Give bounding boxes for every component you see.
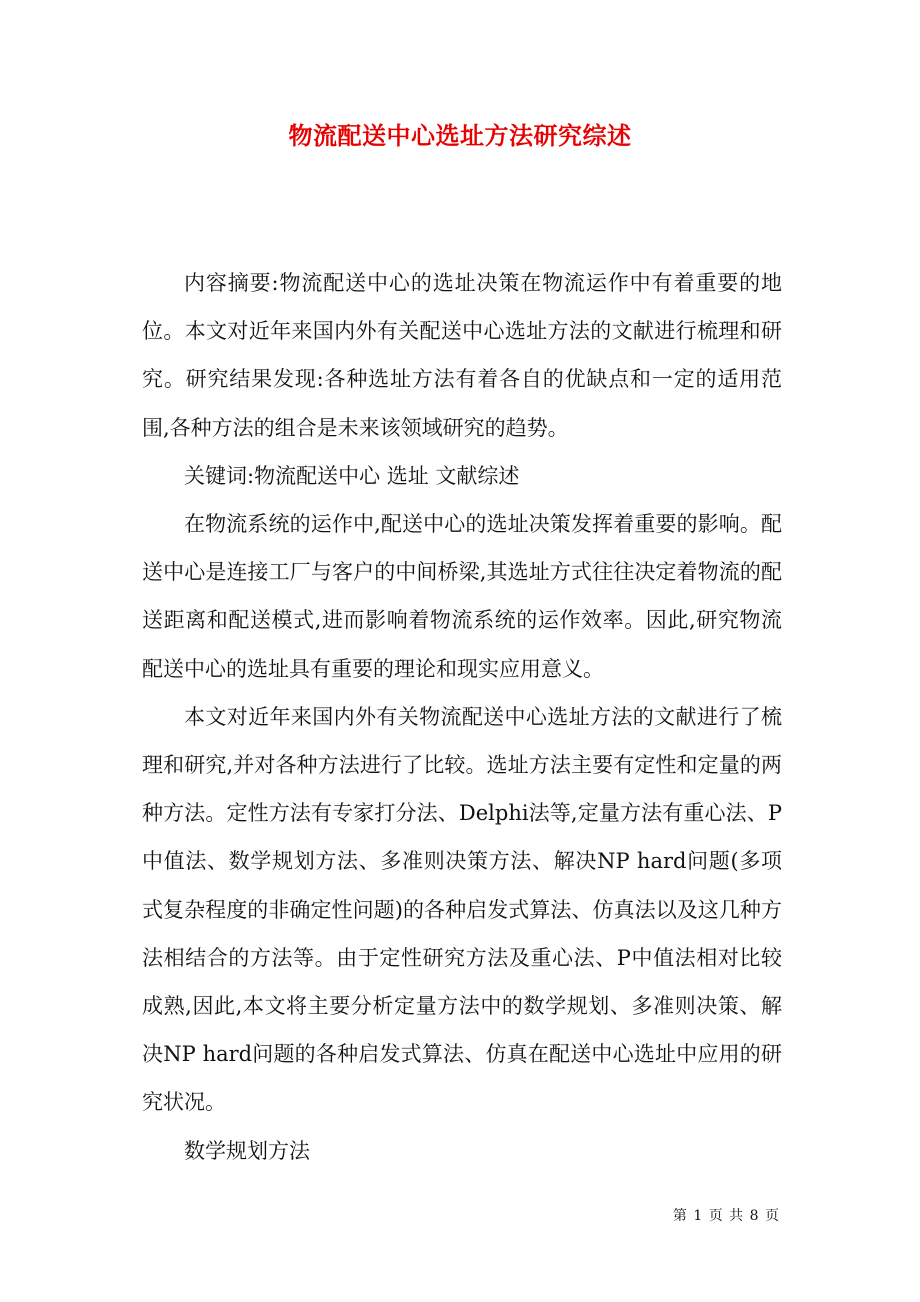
intro-paragraph: 在物流系统的运作中,配送中心的选址决策发挥着重要的影响。配送中心是连接工厂与客户的中间桥梁,其选址方式往往决定着物流的配送距离和配送模式,进而影响着物流系统的运作效率。因此,研究物流配送中心的选址具有重要的理论和现实应用意义。 xyxy=(142,512,782,681)
abstract-paragraph: 内容摘要:物流配送中心的选址决策在物流运作中有着重要的地位。本文对近年来国内外有关配送中心选址方法的文献进行梳理和研究。研究结果发现:各种选址方法有着各自的优缺点和一定的适用范围,各种方法的组合是未来该领域研究的趋势。 xyxy=(142,271,782,440)
page-number: 第 1 页 共 8 页 xyxy=(672,1208,780,1224)
keywords-paragraph: 关键词:物流配送中心 选址 文献综述 xyxy=(184,463,520,488)
section-heading: 数学规划方法 xyxy=(184,1138,310,1163)
document-body xyxy=(142,259,782,1175)
document-title: 物流配送中心选址方法研究综述 xyxy=(288,121,632,150)
methods-overview-paragraph: 本文对近年来国内外有关物流配送中心选址方法的文献进行了梳理和研究,并对各种方法进行了比较。选址方法主要有定性和定量的两种方法。定性方法有专家打分法、Delphi法等,定量方法有重心法、P中值法、数学规划方法、多准则决策方法、解决NP hard问题(多项式复杂程度的非确定性问题)的各种启发式算法、仿真法以及这几种方法相结合的方法等。由于定性研究方法及重心法、P中值法相对比较成熟,因此,本文将主要分析定量方法中的数学规划、多准则决策、解决NP hard问题的各种启发式算法、仿真在配送中心选址中应用的研究状况。 xyxy=(142,704,782,1115)
